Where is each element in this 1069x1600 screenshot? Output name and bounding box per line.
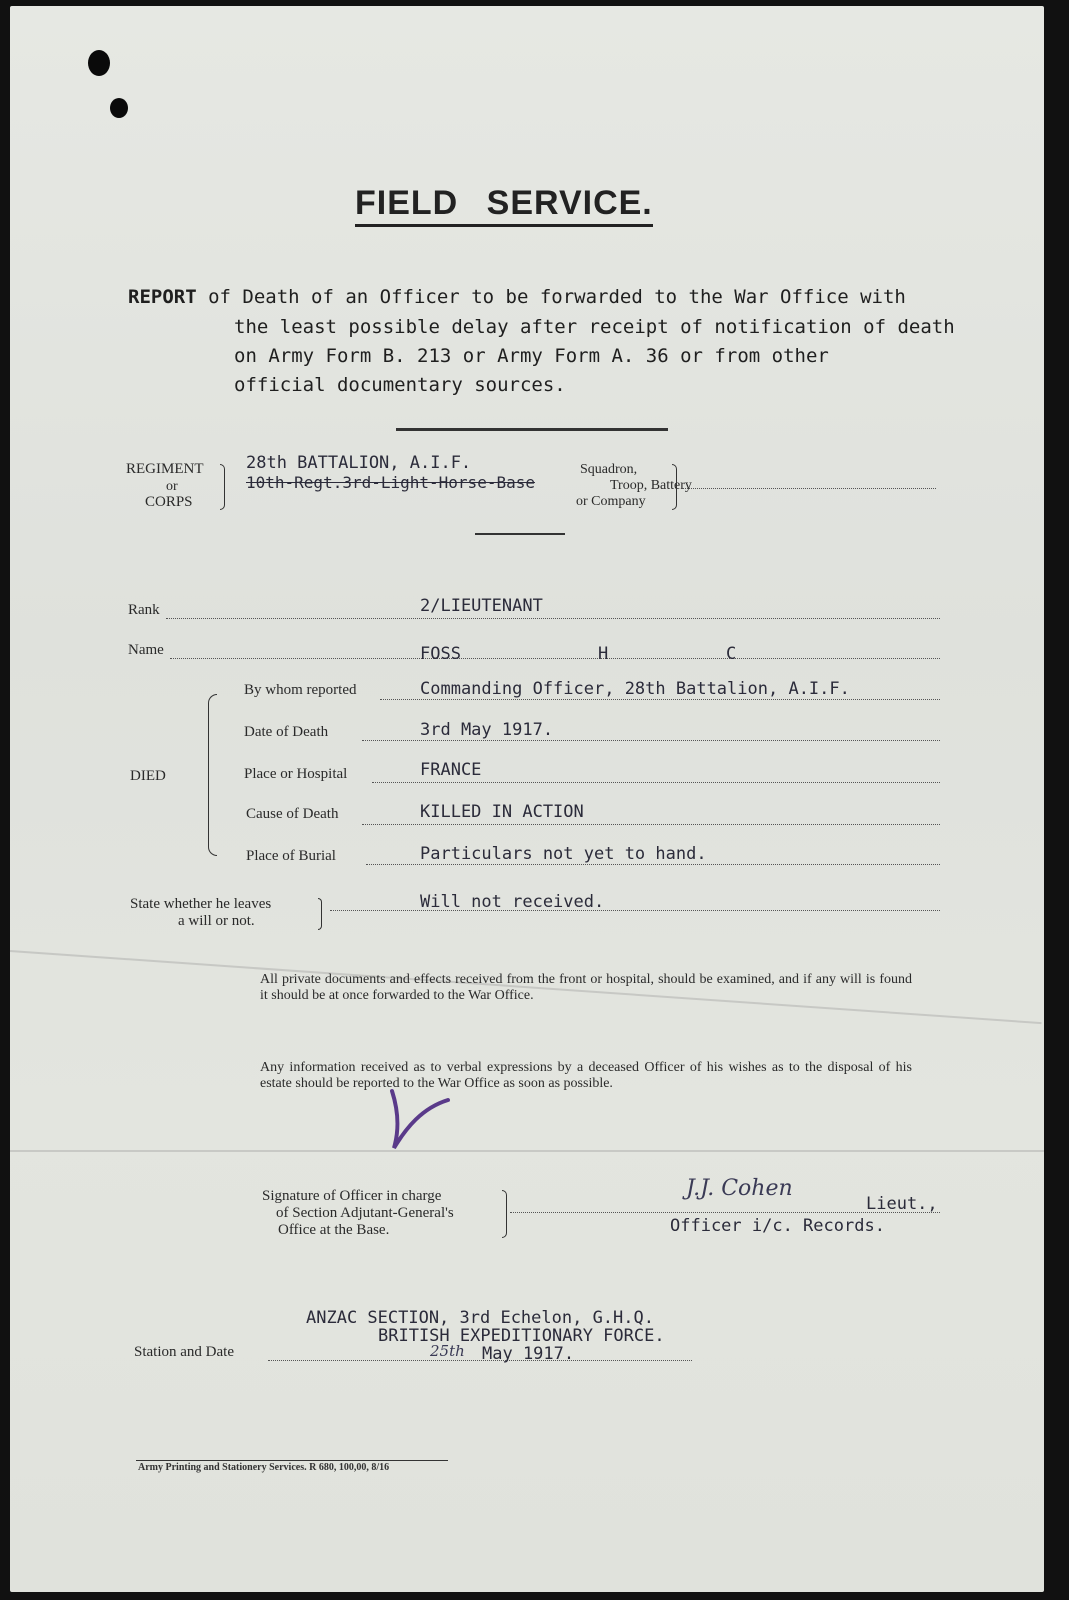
- reported-by-value: Commanding Officer, 28th Battalion, A.I.F.: [420, 679, 850, 699]
- regiment-value: 28th BATTALION, A.I.F.: [246, 453, 472, 473]
- cause-line: [362, 824, 940, 825]
- died-brace: [208, 694, 217, 856]
- form-sheet: [10, 6, 1044, 1592]
- reported-by-line: [380, 699, 940, 700]
- place-line: [372, 782, 940, 783]
- date-of-death-line: [362, 740, 940, 741]
- will-label-1: State whether he leaves: [130, 896, 272, 912]
- place-value: FRANCE: [420, 760, 482, 780]
- divider: [396, 428, 668, 431]
- name-line: [170, 658, 940, 659]
- report-keyword: REPORT: [128, 286, 197, 308]
- report-heading-line-1: [128, 286, 906, 308]
- short-divider: [475, 533, 565, 535]
- note-private-documents: All private documents and effects received from the front or hospital, should be examined, and if any will is found it should be at once forwarded to the War Office.: [260, 972, 912, 1003]
- will-label-2: a will or not.: [178, 913, 255, 929]
- regiment-or: or: [166, 479, 178, 494]
- report-heading-line-4: official documentary sources.: [234, 374, 566, 396]
- station-day: 25th: [430, 1342, 465, 1360]
- note-verbal-expressions: Any information received as to verbal expressions by a deceased Officer of his wishes as to the disposal of his estate should be reported to the War Office as soon as possible.: [260, 1060, 912, 1091]
- regiment-label: REGIMENT: [126, 461, 204, 477]
- signature-label-2: of Section Adjutant-General's: [276, 1205, 454, 1221]
- surname-value: FOSS: [420, 644, 461, 664]
- signature-label-3: Office at the Base.: [278, 1222, 390, 1238]
- date-of-death-label: Date of Death: [244, 724, 329, 740]
- burial-value: Particulars not yet to hand.: [420, 844, 707, 864]
- place-label: Place or Hospital: [244, 766, 348, 782]
- rank-line: [166, 618, 940, 619]
- initial-1: H: [598, 644, 609, 664]
- battery-label: Troop, Battery: [610, 478, 692, 493]
- tick-mark: [382, 1086, 462, 1156]
- died-label: DIED: [130, 768, 166, 784]
- name-label: Name: [128, 642, 164, 658]
- station-line: [268, 1360, 692, 1361]
- date-of-death-value: 3rd May 1917.: [420, 720, 554, 740]
- cause-label: Cause of Death: [246, 806, 339, 822]
- officer-title: Officer i/c. Records.: [670, 1216, 885, 1236]
- station-label: Station and Date: [134, 1344, 234, 1360]
- signature-brace: [502, 1190, 507, 1238]
- fold-line: [10, 1150, 1044, 1152]
- reported-by-label: By whom reported: [244, 682, 357, 698]
- station-line-1: ANZAC SECTION, 3rd Echelon, G.H.Q.: [306, 1308, 654, 1328]
- squadron-label: Squadron,: [580, 462, 638, 477]
- rank-value: 2/LIEUTENANT: [420, 596, 543, 616]
- officer-rank: Lieut.,: [866, 1194, 938, 1214]
- regiment-struck-value: 10th-Regt.3rd-Light-Horse-Base: [246, 473, 535, 492]
- punch-hole: [110, 98, 128, 118]
- report-text-1: of Death of an Officer to be forwarded to the War Office with: [208, 286, 906, 308]
- initial-2: C: [726, 644, 737, 664]
- regiment-brace: [220, 464, 225, 510]
- report-heading-line-3: on Army Form B. 213 or Army Form A. 36 or from other: [234, 345, 829, 367]
- report-heading-line-2: the least possible delay after receipt of notification of death: [234, 316, 955, 338]
- punch-hole: [88, 50, 110, 76]
- cause-value: KILLED IN ACTION: [420, 802, 584, 822]
- signature-label-1: Signature of Officer in charge: [262, 1188, 442, 1204]
- station-line-2: BRITISH EXPEDITIONARY FORCE.: [378, 1326, 665, 1346]
- officer-signature: J.J. Cohen: [686, 1176, 793, 1201]
- will-value: Will not received.: [420, 892, 605, 912]
- burial-label: Place of Burial: [246, 848, 336, 864]
- company-label: or Company: [576, 494, 646, 509]
- corps-label: CORPS: [145, 494, 193, 510]
- page-title: FIELD SERVICE.: [355, 182, 653, 227]
- unit-brace: [672, 464, 677, 510]
- rank-label: Rank: [128, 602, 160, 618]
- will-brace: [318, 898, 322, 930]
- printer-imprint: Army Printing and Stationery Services. R 680, 100,00, 8/16: [138, 1462, 390, 1473]
- burial-line: [366, 864, 940, 865]
- station-date: May 1917.: [482, 1344, 575, 1364]
- unit-line: [682, 488, 936, 489]
- footer-rule: [136, 1460, 448, 1461]
